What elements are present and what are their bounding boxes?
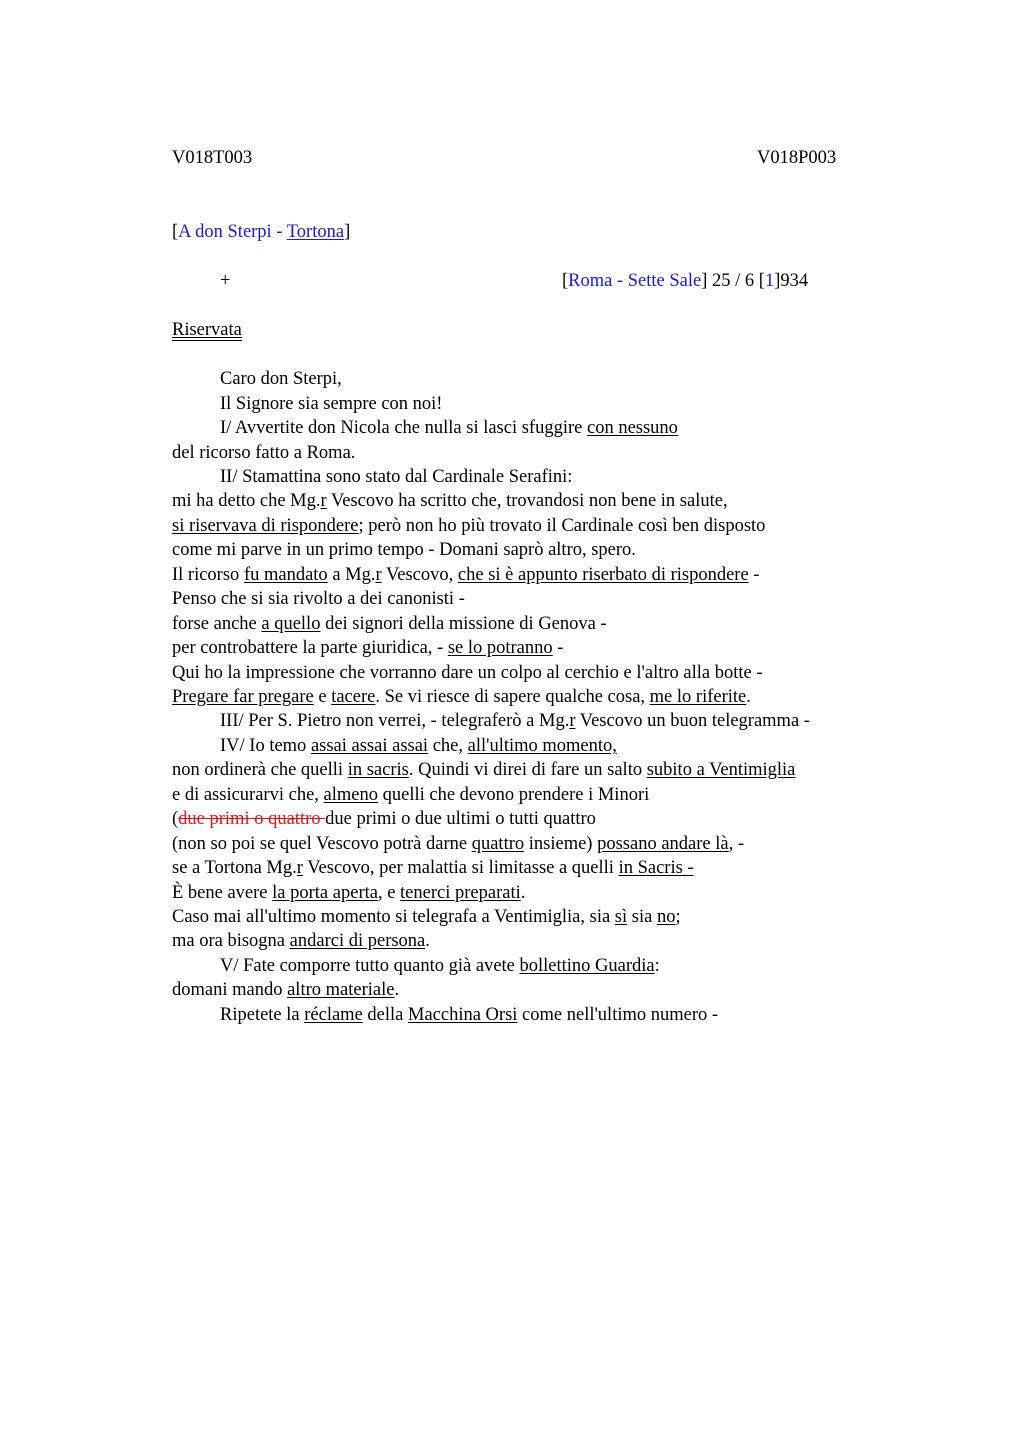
addressee-name: A don Sterpi xyxy=(178,222,272,242)
body-line: mi ha detto che Mg.r Vescovo ha scritto che, trovandosi non bene in salute, xyxy=(172,491,728,511)
addressee-place-link[interactable]: Tortona xyxy=(286,222,345,242)
body-line: forse anche a quello dei signori della missione di Genova - xyxy=(172,614,607,634)
body-line: II/ Stamattina sono stato dal Cardinale Serafini: xyxy=(220,467,573,487)
dateline-place: Roma - Sette Sale xyxy=(568,271,702,291)
addressee-line: [A don Sterpi - Tortona] xyxy=(172,222,351,242)
body-line: per controbattere la parte giuridica, - se lo potranno - xyxy=(172,638,564,658)
deleted-text: due primi o quattro xyxy=(178,809,326,829)
salutation: Caro don Sterpi, xyxy=(220,369,342,389)
body-line: domani mando altro materiale. xyxy=(172,980,400,1000)
body-line: I/ Avvertite don Nicola che nulla si lasci sfuggire con nessuno xyxy=(220,418,678,438)
body-line: IV/ Io temo assai assai assai che, all'ultimo momento, xyxy=(220,736,617,756)
body-line: si riservava di rispondere; però non ho più trovato il Cardinale così ben disposto xyxy=(172,516,766,536)
body-line: Pregare far pregare e tacere. Se vi riesce di sapere qualche cosa, me lo riferite. xyxy=(172,687,751,707)
document-code-left: V018T003 xyxy=(172,148,253,168)
dateline-year-digit: 1 xyxy=(764,271,775,291)
body-line: se a Tortona Mg.r Vescovo, per malattia si limitasse a quelli in Sacris - xyxy=(172,858,694,878)
dateline: [Roma - Sette Sale] 25 / 6 [1]934 xyxy=(562,271,809,291)
body-line: (due primi o quattro due primi o due ultimi o tutti quattro xyxy=(172,809,596,829)
body-line: (non so poi se quel Vescovo potrà darne quattro insieme) possano andare là, - xyxy=(172,834,745,854)
classification-label: Riservata xyxy=(172,320,242,340)
body-line: ma ora bisogna andarci di persona. xyxy=(172,931,430,951)
body-line: Qui ho la impressione che vorranno dare un colpo al cerchio e l'altro alla botte - xyxy=(172,663,763,683)
body-line: e di assicurarvi che, almeno quelli che devono prendere i Minori xyxy=(172,785,650,805)
body-line: Ripetete la réclame della Macchina Orsi come nell'ultimo numero - xyxy=(220,1005,719,1025)
body-line: Penso che si sia rivolto a dei canonisti - xyxy=(172,589,465,609)
body-line: del ricorso fatto a Roma. xyxy=(172,443,356,463)
cross-symbol: + xyxy=(220,271,231,291)
body-line: È bene avere la porta aperta, e tenerci preparati. xyxy=(172,883,526,903)
body-line: non ordinerà che quelli in sacris. Quindi vi direi di fare un salto subito a Ventimiglia xyxy=(172,760,796,780)
body-line: Il ricorso fu mandato a Mg.r Vescovo, che si è appunto riserbato di rispondere - xyxy=(172,565,760,585)
body-line: III/ Per S. Pietro non verrei, - telegraferò a Mg.r Vescovo un buon telegramma - xyxy=(220,711,810,731)
body-line: Caso mai all'ultimo momento si telegrafa a Ventimiglia, sia sì sia no; xyxy=(172,907,681,927)
body-line: V/ Fate comporre tutto quanto già avete bollettino Guardia: xyxy=(220,956,660,976)
body-line: come mi parve in un primo tempo - Domani saprò altro, spero. xyxy=(172,540,636,560)
document-code-right: V018P003 xyxy=(757,148,837,168)
body-line: Il Signore sia sempre con noi! xyxy=(220,394,443,414)
